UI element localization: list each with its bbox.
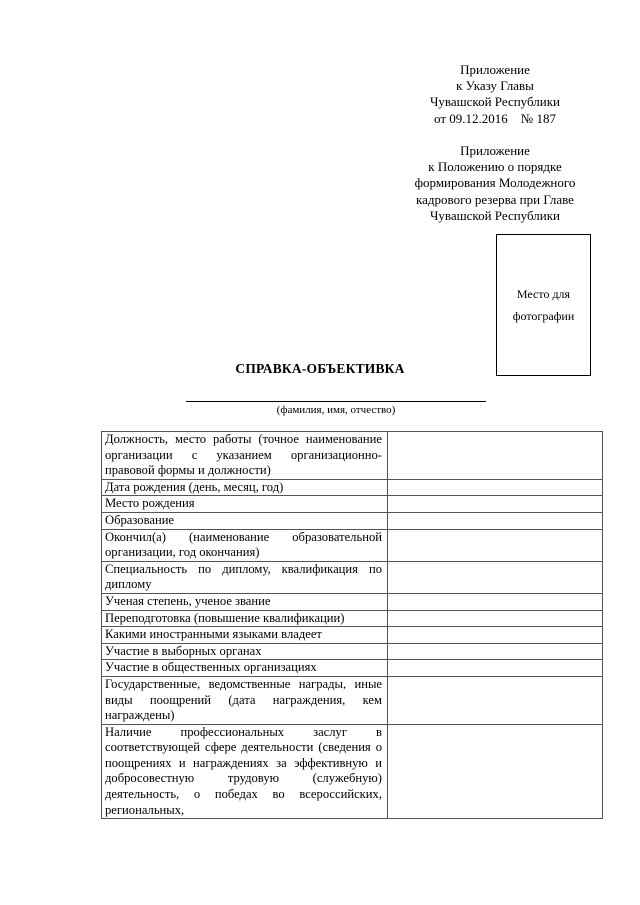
row-value-field[interactable] [388,512,603,529]
table-row [102,660,603,677]
annex-line: кадрового резерва при Главе [416,191,574,207]
row-label: Переподготовка (повышение квалификации) [102,610,388,627]
row-value-field[interactable] [388,432,603,480]
table-row [102,432,603,480]
photo-placeholder-label: Место для [516,287,571,301]
annex-line: формирования Молодежного [414,175,576,191]
row-value-field[interactable] [388,496,603,513]
photo-placeholder-box [496,234,591,376]
annex-line: Чувашской Республики [429,94,561,110]
row-value-field[interactable] [388,660,603,677]
row-label: Дата рождения (день, месяц, год) [102,479,388,496]
row-label: Специальность по диплому, квалификация по диплому [102,561,388,593]
annex-line: Приложение [460,143,530,158]
row-value-field[interactable] [388,561,603,593]
table-row [102,479,603,496]
row-value-field[interactable] [388,479,603,496]
table-row [102,643,603,660]
row-value-field[interactable] [388,593,603,610]
row-label: Участие в общественных организациях [102,660,388,677]
personal-data-table [101,431,603,819]
row-label: Должность, место работы (точное наименование организации с указанием организационно-правовой формы и должности) [102,432,388,480]
row-value-field[interactable] [388,676,603,724]
row-label: Участие в выборных органах [102,643,388,660]
table-row [102,627,603,644]
table-row [102,512,603,529]
row-value-field[interactable] [388,529,603,561]
row-label: Образование [102,512,388,529]
annex-line: к Указу Главы [456,78,534,94]
row-value-field[interactable] [388,627,603,644]
row-label: Наличие профессиональных заслуг в соответствующей сфере деятельности (сведения о поощрениях и награждениях за эффективную и добросовестную трудовую (служебную) деятельность, о победах во всероссийских, региональных, [102,724,388,819]
row-value-field[interactable] [388,724,603,819]
annex-date-number: от 09.12.2016 № 187 [434,110,556,126]
annex-line: к Положению о порядке [428,159,562,175]
row-label: Какими иностранными языками владеет [102,627,388,644]
table-row [102,676,603,724]
row-value-field[interactable] [388,610,603,627]
row-value-field[interactable] [388,643,603,660]
full-name-line [186,401,486,402]
row-label: Государственные, ведомственные награды, иные виды поощрений (дата награждения, кем награждены) [102,676,388,724]
table-row [102,593,603,610]
annex-regulation-header [395,143,595,224]
table-row [102,529,603,561]
full-name-caption: (фамилия, имя, отчество) [276,404,396,416]
document-title: СПРАВКА-ОБЪЕКТИВКА [235,361,405,376]
row-label: Ученая степень, ученое звание [102,593,388,610]
table-row [102,724,603,819]
annex-decree-header [395,62,595,127]
row-label: Окончил(а) (наименование образовательной организации, год окончания) [102,529,388,561]
row-label: Место рождения [102,496,388,513]
annex-line: Чувашской Республики [429,207,561,223]
table-row [102,496,603,513]
photo-placeholder-label: фотографии [512,309,575,323]
table-row [102,610,603,627]
table-row [102,561,603,593]
annex-line: Приложение [460,62,530,77]
